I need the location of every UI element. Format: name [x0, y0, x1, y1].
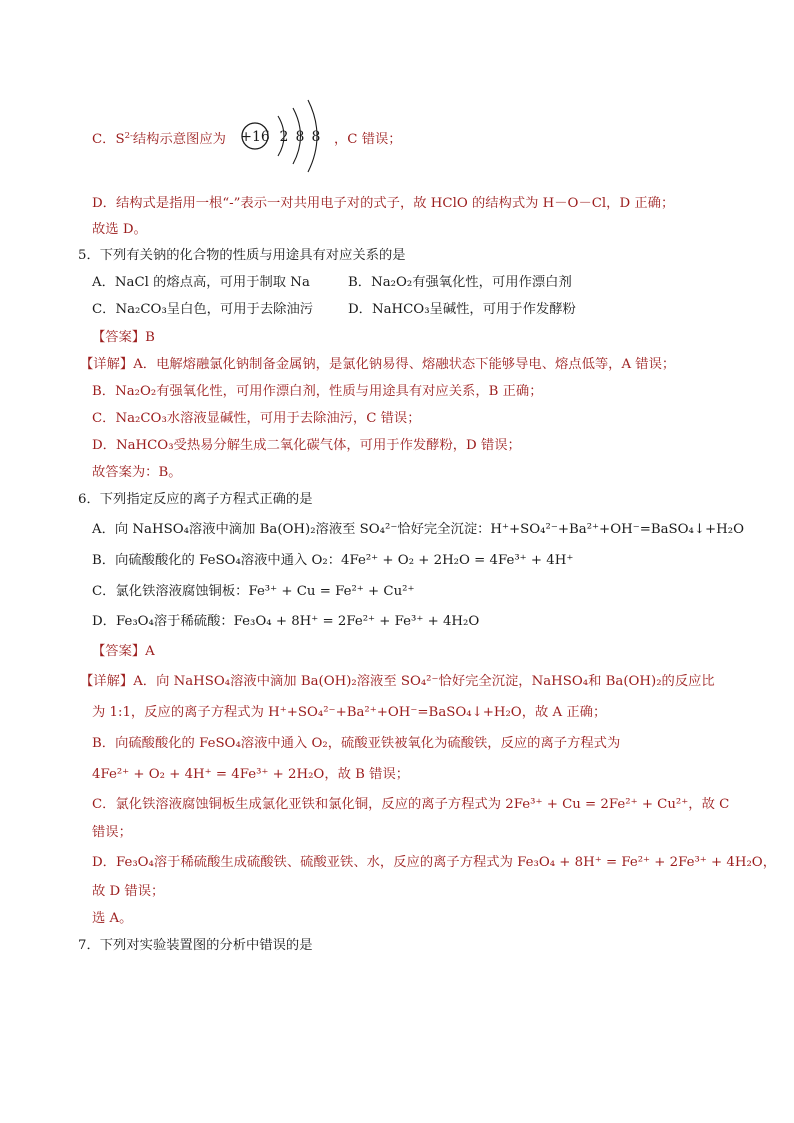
q6-explanation-d-line1: D．Fe₃O₄溶于稀硫酸生成硫酸铁、硫酸亚铁、水，反应的离子方程式为 Fe₃O₄ + 8H⁺ = Fe²⁺ + 2Fe³⁺ + 4H₂O， — [92, 855, 776, 870]
option-d-explanation: D．结构式是指用一根“-”表示一对共用电子对的式子，故 HClO 的结构式为 H－O－Cl，D 正确； — [92, 196, 675, 211]
option-c-explanation — [92, 128, 226, 147]
q6-explanation-a-line1 — [80, 670, 715, 689]
c-text: 结构示意图应为 — [132, 132, 226, 147]
q5-explanation-b: B．Na₂O₂有强氧化性，可用作漂白剂，性质与用途具有对应关系，B 正确； — [92, 384, 543, 399]
q6-explanation-c-line2: 错误； — [92, 825, 132, 840]
q6-option-d: D．Fe₃O₄溶于稀硫酸：Fe₃O₄ + 8H⁺ = 2Fe²⁺ + Fe³⁺ + 4H₂O — [92, 614, 480, 629]
q6-explanation-d-line2: 故 D 错误； — [92, 884, 165, 899]
c-label: C．S — [92, 132, 125, 147]
question-7-stem: 7．下列对实验装置图的分析中错误的是 — [78, 938, 313, 953]
q6-option-c: C．氯化铁溶液腐蚀铜板：Fe³⁺ + Cu = Fe²⁺ + Cu²⁺ — [92, 584, 415, 599]
c-verdict: ，C 错误； — [334, 132, 402, 147]
q5-option-b: B．Na₂O₂有强氧化性，可用作漂白剂 — [348, 275, 572, 290]
q6-option-b: B．向硫酸酸化的 FeSO₄溶液中通入 O₂：4Fe²⁺ + O₂ + 2H₂O = 4Fe³⁺ + 4H⁺ — [92, 553, 574, 568]
sulfide-ion-structure-diagram — [238, 96, 333, 176]
q6-explanation-a-line2: 为 1:1，反应的离子方程式为 H⁺+SO₄²⁻+Ba²⁺+OH⁻=BaSO₄↓+H₂O，故 A 正确； — [92, 705, 607, 720]
detail-label: 【详解】 — [80, 357, 134, 372]
q6-answer: 【答案】A — [92, 644, 155, 659]
question-6-stem: 6．下列指定反应的离子方程式正确的是 — [78, 492, 313, 507]
question-5-stem: 5．下列有关钠的化合物的性质与用途具有对应关系的是 — [78, 248, 406, 263]
q6-conclusion: 选 A。 — [92, 911, 133, 926]
shell-1-electrons: 2 — [279, 129, 289, 145]
q5-explanation-a — [80, 353, 675, 372]
detail-label: 【详解】 — [80, 674, 134, 689]
answer-conclusion: 故选 D。 — [92, 222, 147, 237]
explanation-text: A．电解熔融氯化钠制备金属钠，是氯化钠易得、熔融状态下能够导电、熔点低等，A 错误； — [133, 357, 676, 372]
shell-3-electrons: 8 — [311, 129, 321, 145]
q5-explanation-d: D．NaHCO₃受热易分解生成二氧化碳气体，可用于作发酵粉，D 错误； — [92, 438, 521, 453]
q5-conclusion: 故答案为：B。 — [92, 465, 182, 480]
q6-explanation-b-line2: 4Fe²⁺ + O₂ + 4H⁺ = 4Fe³⁺ + 2H₂O，故 B 错误； — [92, 767, 410, 782]
q5-option-c: C．Na₂CO₃呈白色，可用于去除油污 — [92, 302, 314, 317]
q5-explanation-c: C．Na₂CO₃水溶液显碱性，可用于去除油污，C 错误； — [92, 411, 421, 426]
shell-2-electrons: 8 — [295, 129, 305, 145]
explanation-text: A．向 NaHSO₄溶液中滴加 Ba(OH)₂溶液至 SO₄²⁻恰好完全沉淀，NaHSO₄和 Ba(OH)₂的反应比 — [133, 674, 715, 689]
q5-option-d: D．NaHCO₃呈碱性，可用于作发酵粉 — [348, 302, 576, 317]
ion-charge: 2- — [124, 131, 133, 141]
q5-option-a: A．NaCl 的熔点高，可用于制取 Na — [92, 275, 310, 290]
q6-explanation-c-line1: C．氯化铁溶液腐蚀铜板生成氯化亚铁和氯化铜，反应的离子方程式为 2Fe³⁺ + Cu = 2Fe²⁺ + Cu²⁺，故 C — [92, 797, 730, 812]
q6-option-a: A．向 NaHSO₄溶液中滴加 Ba(OH)₂溶液至 SO₄²⁻恰好完全沉淀：H⁺+SO₄²⁻+Ba²⁺+OH⁻=BaSO₄↓+H₂O — [92, 522, 745, 537]
nucleus-charge: +16 — [240, 129, 270, 145]
q5-answer: 【答案】B — [92, 330, 155, 345]
q6-explanation-b-line1: B．向硫酸酸化的 FeSO₄溶液中通入 O₂，硫酸亚铁被氧化为硫酸铁，反应的离子方程式为 — [92, 736, 621, 751]
